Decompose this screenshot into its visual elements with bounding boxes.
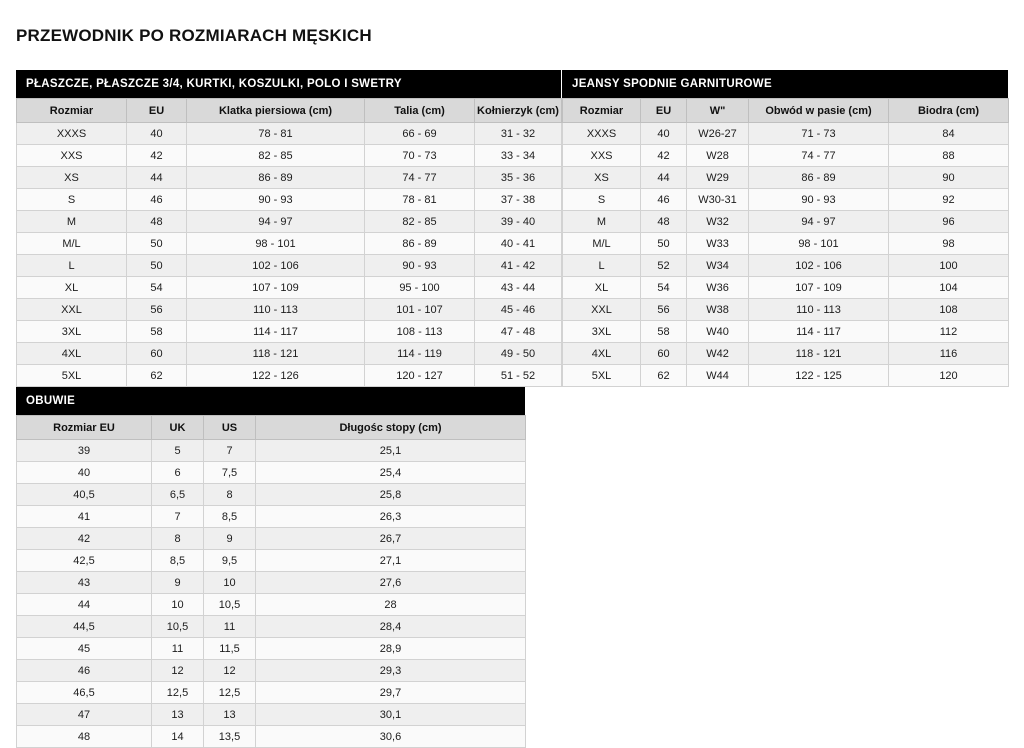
table-cell: 60 (641, 343, 687, 365)
table-cell: 12,5 (152, 682, 204, 704)
table-row (17, 440, 526, 462)
table-row (563, 211, 1009, 233)
table-cell: 9 (152, 572, 204, 594)
table-cell: 120 (889, 365, 1009, 387)
table-cell: 28 (256, 594, 526, 616)
size-table-outerwear (16, 98, 562, 387)
table-cell: 33 - 34 (475, 145, 562, 167)
table-cell: 58 (641, 321, 687, 343)
table-cell: 49 - 50 (475, 343, 562, 365)
table-cell: 40,5 (17, 484, 152, 506)
table-cell: 11 (152, 638, 204, 660)
table-cell: 40 - 41 (475, 233, 562, 255)
table-cell: 71 - 73 (749, 123, 889, 145)
panel-header-shoes: OBUWIE (16, 387, 525, 415)
table-row (17, 638, 526, 660)
table-row (563, 123, 1009, 145)
table-cell: 46 (127, 189, 187, 211)
table-row (17, 726, 526, 748)
table-row (17, 704, 526, 726)
table-cell: 104 (889, 277, 1009, 299)
table-cell: XXS (563, 145, 641, 167)
table-cell: 29,3 (256, 660, 526, 682)
table-row (17, 211, 562, 233)
table-body (17, 123, 562, 387)
table-cell: S (563, 189, 641, 211)
table-cell: 6 (152, 462, 204, 484)
table-cell: 8,5 (152, 550, 204, 572)
table-cell: 40 (17, 462, 152, 484)
table-cell: 28,9 (256, 638, 526, 660)
table-cell: M (563, 211, 641, 233)
table-cell: 107 - 109 (749, 277, 889, 299)
table-cell: 74 - 77 (365, 167, 475, 189)
table-cell: 48 (17, 726, 152, 748)
table-cell: 60 (127, 343, 187, 365)
table-cell: 98 (889, 233, 1009, 255)
table-cell: 25,8 (256, 484, 526, 506)
table-cell: 108 - 113 (365, 321, 475, 343)
table-cell: W29 (687, 167, 749, 189)
table-cell: 90 - 93 (749, 189, 889, 211)
table-cell: 31 - 32 (475, 123, 562, 145)
table-cell: 45 - 46 (475, 299, 562, 321)
table-header-row (17, 416, 526, 440)
table-cell: 114 - 117 (187, 321, 365, 343)
column-header: Talia (cm) (365, 99, 475, 123)
table-cell: 70 - 73 (365, 145, 475, 167)
table-cell: 26,7 (256, 528, 526, 550)
column-header: Rozmiar EU (17, 416, 152, 440)
panel-header-outerwear: PŁASZCZE, PŁASZCZE 3/4, KURTKI, KOSZULKI, POLO I SWETRY (16, 70, 561, 98)
table-row (563, 277, 1009, 299)
table-cell: 43 (17, 572, 152, 594)
table-cell: 46 (641, 189, 687, 211)
table-cell: 100 (889, 255, 1009, 277)
table-cell: 28,4 (256, 616, 526, 638)
size-panel-jeans (562, 70, 1008, 387)
table-cell: 3XL (17, 321, 127, 343)
table-cell: XXXS (563, 123, 641, 145)
column-header: EU (127, 99, 187, 123)
table-cell: 46,5 (17, 682, 152, 704)
table-row (17, 616, 526, 638)
table-cell: 44 (17, 594, 152, 616)
table-cell: 78 - 81 (187, 123, 365, 145)
table-cell: 50 (641, 233, 687, 255)
table-cell: 110 - 113 (187, 299, 365, 321)
table-cell: 48 (641, 211, 687, 233)
table-cell: M/L (563, 233, 641, 255)
table-row (17, 123, 562, 145)
table-cell: 7 (152, 506, 204, 528)
table-cell: 41 (17, 506, 152, 528)
table-cell: XXXS (17, 123, 127, 145)
table-cell: W36 (687, 277, 749, 299)
table-row (563, 145, 1009, 167)
table-cell: 102 - 106 (187, 255, 365, 277)
table-cell: W34 (687, 255, 749, 277)
table-cell: 7 (204, 440, 256, 462)
table-cell: 5XL (563, 365, 641, 387)
table-cell: S (17, 189, 127, 211)
table-row (17, 233, 562, 255)
table-cell: 44 (641, 167, 687, 189)
table-cell: 92 (889, 189, 1009, 211)
table-cell: 42 (17, 528, 152, 550)
table-cell: XXL (17, 299, 127, 321)
table-cell: 39 - 40 (475, 211, 562, 233)
table-row (563, 321, 1009, 343)
table-cell: M (17, 211, 127, 233)
column-header: Klatka piersiowa (cm) (187, 99, 365, 123)
column-header: UK (152, 416, 204, 440)
table-cell: 42,5 (17, 550, 152, 572)
table-row (563, 233, 1009, 255)
column-header: US (204, 416, 256, 440)
table-cell: M/L (17, 233, 127, 255)
table-cell: 12,5 (204, 682, 256, 704)
table-body (17, 440, 526, 748)
table-cell: 4XL (563, 343, 641, 365)
table-cell: 62 (641, 365, 687, 387)
table-row (17, 189, 562, 211)
table-cell: 116 (889, 343, 1009, 365)
panel-header-jeans: JEANSY SPODNIE GARNITUROWE (562, 70, 1008, 98)
table-row (563, 255, 1009, 277)
table-cell: 40 (127, 123, 187, 145)
table-cell: 10,5 (204, 594, 256, 616)
page-title: PRZEWODNIK PO ROZMIARACH MĘSKICH (16, 26, 372, 45)
table-cell: 56 (127, 299, 187, 321)
table-cell: 39 (17, 440, 152, 462)
table-cell: 52 (641, 255, 687, 277)
table-cell: 86 - 89 (187, 167, 365, 189)
table-cell: 112 (889, 321, 1009, 343)
table-row (17, 484, 526, 506)
table-cell: 62 (127, 365, 187, 387)
table-cell: 9 (204, 528, 256, 550)
table-cell: 8,5 (204, 506, 256, 528)
table-cell: 96 (889, 211, 1009, 233)
table-cell: 90 (889, 167, 1009, 189)
table-row (563, 299, 1009, 321)
table-cell: 54 (641, 277, 687, 299)
table-cell: 56 (641, 299, 687, 321)
table-cell: 26,3 (256, 506, 526, 528)
table-cell: W33 (687, 233, 749, 255)
table-cell: 45 (17, 638, 152, 660)
table-cell: 6,5 (152, 484, 204, 506)
table-cell: 4XL (17, 343, 127, 365)
table-cell: 30,6 (256, 726, 526, 748)
column-header: Biodra (cm) (889, 99, 1009, 123)
table-row (17, 528, 526, 550)
table-cell: W28 (687, 145, 749, 167)
table-cell: 13 (152, 704, 204, 726)
table-cell: 84 (889, 123, 1009, 145)
table-cell: 11 (204, 616, 256, 638)
table-cell: 46 (17, 660, 152, 682)
table-cell: 118 - 121 (187, 343, 365, 365)
table-cell: 51 - 52 (475, 365, 562, 387)
table-cell: 42 (641, 145, 687, 167)
table-cell: 5XL (17, 365, 127, 387)
table-cell: 8 (204, 484, 256, 506)
table-cell: 95 - 100 (365, 277, 475, 299)
table-row (563, 365, 1009, 387)
table-cell: 94 - 97 (187, 211, 365, 233)
column-header: W" (687, 99, 749, 123)
table-cell: 50 (127, 233, 187, 255)
table-row (17, 660, 526, 682)
table-cell: L (563, 255, 641, 277)
table-cell: 10 (152, 594, 204, 616)
table-cell: 101 - 107 (365, 299, 475, 321)
table-cell: 98 - 101 (187, 233, 365, 255)
table-header-row (17, 99, 562, 123)
size-table-jeans (562, 98, 1009, 387)
table-cell: 40 (641, 123, 687, 145)
table-row (17, 145, 562, 167)
table-cell: 47 (17, 704, 152, 726)
table-row (17, 299, 562, 321)
table-row (17, 365, 562, 387)
table-cell: 12 (152, 660, 204, 682)
table-cell: XS (563, 167, 641, 189)
table-cell: 44,5 (17, 616, 152, 638)
table-row (563, 343, 1009, 365)
table-cell: 66 - 69 (365, 123, 475, 145)
table-row (17, 321, 562, 343)
table-cell: 41 - 42 (475, 255, 562, 277)
table-cell: 29,7 (256, 682, 526, 704)
column-header: Długośc stopy (cm) (256, 416, 526, 440)
column-header: Rozmiar (17, 99, 127, 123)
table-cell: 14 (152, 726, 204, 748)
table-cell: 82 - 85 (187, 145, 365, 167)
table-cell: W40 (687, 321, 749, 343)
table-cell: 42 (127, 145, 187, 167)
table-row (17, 506, 526, 528)
table-cell: W30-31 (687, 189, 749, 211)
table-cell: W32 (687, 211, 749, 233)
table-cell: 47 - 48 (475, 321, 562, 343)
table-cell: 88 (889, 145, 1009, 167)
table-cell: 74 - 77 (749, 145, 889, 167)
table-cell: 98 - 101 (749, 233, 889, 255)
table-cell: W42 (687, 343, 749, 365)
table-row (17, 343, 562, 365)
table-row (17, 255, 562, 277)
table-cell: 50 (127, 255, 187, 277)
table-cell: 43 - 44 (475, 277, 562, 299)
table-cell: 118 - 121 (749, 343, 889, 365)
table-cell: W26-27 (687, 123, 749, 145)
table-cell: 94 - 97 (749, 211, 889, 233)
column-header: Obwód w pasie (cm) (749, 99, 889, 123)
table-cell: 25,4 (256, 462, 526, 484)
table-cell: 11,5 (204, 638, 256, 660)
table-body (563, 123, 1009, 387)
table-cell: 12 (204, 660, 256, 682)
table-row (563, 189, 1009, 211)
table-cell: 5 (152, 440, 204, 462)
table-row (17, 167, 562, 189)
column-header: EU (641, 99, 687, 123)
table-cell: 27,6 (256, 572, 526, 594)
table-cell: 82 - 85 (365, 211, 475, 233)
table-cell: XL (563, 277, 641, 299)
table-cell: 30,1 (256, 704, 526, 726)
column-header: Kołnierzyk (cm) (475, 99, 562, 123)
table-row (17, 277, 562, 299)
table-row (17, 462, 526, 484)
table-cell: 102 - 106 (749, 255, 889, 277)
table-cell: XS (17, 167, 127, 189)
size-panel-shoes (16, 387, 525, 748)
table-cell: 35 - 36 (475, 167, 562, 189)
size-panel-outerwear (16, 70, 561, 387)
table-cell: XXS (17, 145, 127, 167)
table-cell: 8 (152, 528, 204, 550)
table-cell: 13,5 (204, 726, 256, 748)
table-cell: 86 - 89 (749, 167, 889, 189)
table-cell: XXL (563, 299, 641, 321)
size-table-shoes (16, 415, 526, 748)
table-cell: 9,5 (204, 550, 256, 572)
table-cell: 25,1 (256, 440, 526, 462)
table-cell: 54 (127, 277, 187, 299)
table-cell: 110 - 113 (749, 299, 889, 321)
table-cell: 10,5 (152, 616, 204, 638)
table-cell: 27,1 (256, 550, 526, 572)
table-cell: 122 - 125 (749, 365, 889, 387)
table-row (17, 682, 526, 704)
table-cell: 114 - 119 (365, 343, 475, 365)
table-cell: 90 - 93 (365, 255, 475, 277)
table-row (17, 594, 526, 616)
table-row (17, 572, 526, 594)
table-cell: 7,5 (204, 462, 256, 484)
table-cell: XL (17, 277, 127, 299)
table-cell: 58 (127, 321, 187, 343)
table-row (17, 550, 526, 572)
table-cell: 48 (127, 211, 187, 233)
table-cell: 37 - 38 (475, 189, 562, 211)
table-header-row (563, 99, 1009, 123)
table-cell: 3XL (563, 321, 641, 343)
table-cell: L (17, 255, 127, 277)
table-cell: 122 - 126 (187, 365, 365, 387)
table-cell: 107 - 109 (187, 277, 365, 299)
table-cell: 86 - 89 (365, 233, 475, 255)
table-cell: 90 - 93 (187, 189, 365, 211)
table-row (563, 167, 1009, 189)
column-header: Rozmiar (563, 99, 641, 123)
table-cell: 114 - 117 (749, 321, 889, 343)
table-cell: 108 (889, 299, 1009, 321)
table-cell: W44 (687, 365, 749, 387)
table-cell: W38 (687, 299, 749, 321)
table-cell: 44 (127, 167, 187, 189)
table-cell: 10 (204, 572, 256, 594)
table-cell: 78 - 81 (365, 189, 475, 211)
table-cell: 13 (204, 704, 256, 726)
table-cell: 120 - 127 (365, 365, 475, 387)
